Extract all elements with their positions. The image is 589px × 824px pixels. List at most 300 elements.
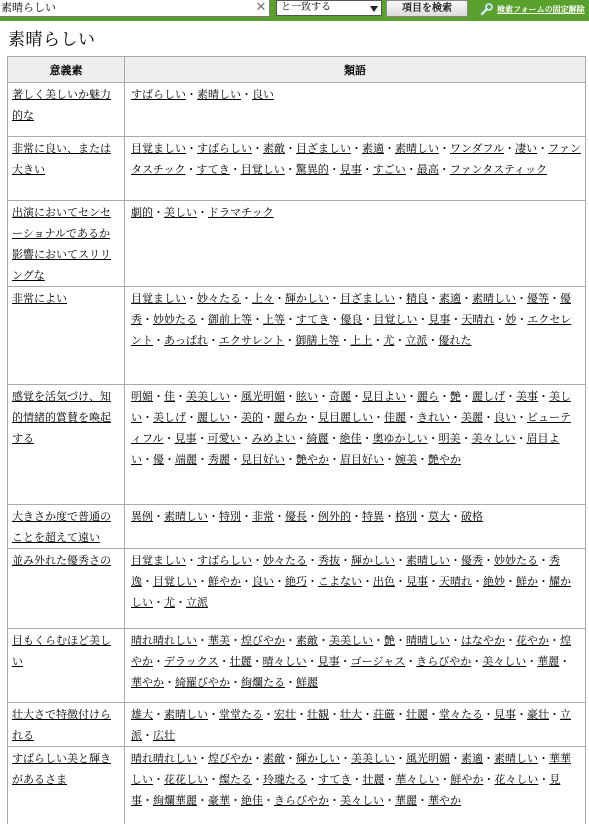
synonym-link[interactable]: すてき xyxy=(296,313,330,326)
synonym-link[interactable]: 天晴れ xyxy=(439,575,472,588)
separator: ・ xyxy=(284,163,296,176)
synonym-link[interactable]: 立派 xyxy=(186,596,208,609)
synonym-link[interactable]: 婉美 xyxy=(395,453,417,466)
synonym-link[interactable]: 華麗 xyxy=(395,794,417,807)
separator: ・ xyxy=(208,510,219,523)
synonym-link[interactable]: 花やか xyxy=(516,634,549,647)
separator: ・ xyxy=(351,390,362,403)
separator: ・ xyxy=(428,708,439,721)
synonym-link[interactable]: すばらしい xyxy=(197,142,252,155)
synonym-link[interactable]: 優秀 xyxy=(461,554,483,567)
synonym-link[interactable]: 奥ゆかしい xyxy=(372,432,428,445)
synonym-link[interactable]: 素晴しい xyxy=(472,292,516,305)
separator: ・ xyxy=(229,163,241,176)
synonym-link[interactable]: 美しげ xyxy=(153,411,186,424)
separator: ・ xyxy=(175,390,186,403)
synonym-link[interactable]: 堂堂たる xyxy=(219,708,263,721)
synonym-link[interactable]: 見事 xyxy=(339,163,362,176)
synonym-link[interactable]: 鮮やか xyxy=(450,773,484,786)
synonym-link[interactable]: 見事 xyxy=(131,773,561,807)
separator: ・ xyxy=(417,453,428,466)
synonym-link[interactable]: 妙妙たる xyxy=(153,313,197,326)
synonym-link[interactable]: 立派 xyxy=(131,708,571,742)
synonym-link[interactable]: 麗ら xyxy=(417,390,439,403)
synonym-link[interactable]: 壮大 xyxy=(340,708,362,721)
separator: ・ xyxy=(405,655,417,668)
synonym-link[interactable]: 美美しい xyxy=(329,634,373,647)
synonym-link[interactable]: きらびやか xyxy=(274,794,329,807)
synonym-link[interactable]: 雄大 xyxy=(131,708,153,721)
synonym-link[interactable]: 美しい xyxy=(131,390,571,424)
synonym-link[interactable]: すてき xyxy=(318,773,352,786)
synonym-link[interactable]: ファンタスティック xyxy=(449,163,548,176)
synonym-link[interactable]: 壮観 xyxy=(307,708,329,721)
meaning-link[interactable]: 大きさか度で普通のことを超えて遠い xyxy=(12,510,111,544)
synonym-link[interactable]: 目覚しい xyxy=(240,163,285,176)
synonym-link[interactable]: 素晴しい xyxy=(406,554,450,567)
table-body xyxy=(8,83,586,824)
synonym-link[interactable]: 耀かしい xyxy=(131,575,571,609)
synonym-link[interactable]: すごい xyxy=(372,163,406,176)
synonym-link[interactable]: 凄い xyxy=(515,142,538,155)
separator: ・ xyxy=(163,432,175,445)
separator: ・ xyxy=(483,708,494,721)
synonym-link[interactable]: 例外的 xyxy=(318,510,351,523)
separator: ・ xyxy=(339,655,351,668)
separator: ・ xyxy=(515,432,527,445)
synonym-link[interactable]: 美的 xyxy=(241,411,263,424)
synonym-link[interactable]: 妙妙たる xyxy=(494,554,538,567)
separator: ・ xyxy=(505,634,516,647)
synonym-link[interactable]: 異例 xyxy=(131,510,153,523)
synonym-link[interactable]: 豪華 xyxy=(208,794,230,807)
synonym-link[interactable]: 美美しい xyxy=(186,390,230,403)
separator: ・ xyxy=(516,708,527,721)
synonym-link[interactable]: 良い xyxy=(252,575,274,588)
separator: ・ xyxy=(252,752,263,765)
synonym-link[interactable]: 目覚しい xyxy=(153,575,197,588)
separator: ・ xyxy=(538,390,549,403)
synonym-link[interactable]: みめよい xyxy=(251,432,296,445)
synonym-link[interactable]: 花々しい xyxy=(494,773,539,786)
synonyms-cell xyxy=(125,747,586,824)
synonym-link[interactable]: 目覚ましい xyxy=(131,292,186,305)
synonym-link[interactable]: 麗しげ xyxy=(472,390,505,403)
synonym-link[interactable]: 美麗 xyxy=(461,411,483,424)
synonym-link[interactable]: 艶 xyxy=(384,634,395,647)
separator: ・ xyxy=(307,411,318,424)
synonym-link[interactable]: 輝かしい xyxy=(351,554,395,567)
synonym-link[interactable]: 目ざましい xyxy=(296,142,351,155)
synonym-link[interactable]: 奇麗 xyxy=(329,390,351,403)
separator: ・ xyxy=(373,634,384,647)
synonym-link[interactable]: 絶佳 xyxy=(241,794,263,807)
synonym-link[interactable]: 華麗 xyxy=(537,655,560,668)
separator: ・ xyxy=(274,510,285,523)
meaning-cell xyxy=(8,549,125,629)
synonyms-cell xyxy=(125,137,586,201)
separator: ・ xyxy=(427,334,439,347)
synonym-link[interactable]: 非常 xyxy=(252,510,274,523)
synonym-link[interactable]: 見事 xyxy=(406,575,428,588)
synonym-link[interactable]: 良い xyxy=(494,411,516,424)
separator: ・ xyxy=(504,142,516,155)
meaning-cell xyxy=(8,201,125,287)
unpin-form-link[interactable]: 検索フォームの固定解除 xyxy=(497,4,585,14)
synonym-link[interactable]: 美々しい xyxy=(482,655,527,668)
meaning-link[interactable]: 目もくらむほど美しい xyxy=(12,634,111,668)
synonym-link[interactable]: 見目好い xyxy=(241,453,285,466)
synonym-link[interactable]: 華やか xyxy=(131,676,164,689)
synonym-link[interactable]: 御膳上等 xyxy=(295,334,340,347)
synonym-link[interactable]: 特別 xyxy=(219,510,241,523)
synonym-link[interactable]: 壮麗 xyxy=(406,708,428,721)
synonym-link[interactable]: 明媚 xyxy=(131,390,153,403)
synonym-link[interactable]: はなやか xyxy=(461,634,505,647)
separator: ・ xyxy=(263,411,274,424)
synonym-link[interactable]: 目ざましい xyxy=(340,292,395,305)
synonym-link[interactable]: 鮮麗 xyxy=(296,676,318,689)
clear-icon[interactable]: ✕ xyxy=(255,0,267,15)
synonym-link[interactable]: 絶巧 xyxy=(285,575,307,588)
separator: ・ xyxy=(241,88,252,101)
synonym-link[interactable]: 晴々しい xyxy=(262,655,307,668)
synonym-link[interactable]: 絶妙 xyxy=(483,575,505,588)
synonym-link[interactable]: 豪壮 xyxy=(527,708,549,721)
synonym-link[interactable]: 素適 xyxy=(362,142,384,155)
synonym-link[interactable]: 尤 xyxy=(383,334,395,347)
separator: ・ xyxy=(384,794,395,807)
separator: ・ xyxy=(384,453,395,466)
separator: ・ xyxy=(274,292,285,305)
synonym-link[interactable]: 天晴れ xyxy=(461,313,495,326)
synonym-link[interactable]: 目覚ましい xyxy=(131,554,186,567)
synonym-link[interactable]: 優れた xyxy=(438,334,472,347)
synonym-link[interactable]: ワンダフル xyxy=(450,142,505,155)
synonym-link[interactable]: 眉目よい xyxy=(131,432,560,466)
synonym-link[interactable]: 見事 xyxy=(494,708,516,721)
synonym-link[interactable]: こよない xyxy=(318,575,362,588)
synonym-link[interactable]: 破格 xyxy=(461,510,483,523)
meaning-cell xyxy=(8,505,125,549)
separator: ・ xyxy=(340,752,351,765)
synonym-link[interactable]: 堂々たる xyxy=(439,708,483,721)
synonym-link[interactable]: 見目よい xyxy=(362,390,406,403)
synonyms-cell xyxy=(125,201,586,287)
meaning-link[interactable]: 壮大さで特徴付けられる xyxy=(12,708,111,742)
synonym-link[interactable]: 素晴しい xyxy=(164,510,208,523)
synonym-link[interactable]: 広壮 xyxy=(153,729,175,742)
separator: ・ xyxy=(538,752,549,765)
separator: ・ xyxy=(196,432,208,445)
separator: ・ xyxy=(186,554,197,567)
separator: ・ xyxy=(384,510,395,523)
separator: ・ xyxy=(263,708,274,721)
synonym-link[interactable]: 素晴しい xyxy=(197,88,241,101)
settings-area xyxy=(480,0,585,18)
synonym-link[interactable]: 素敵 xyxy=(296,634,318,647)
separator: ・ xyxy=(230,390,241,403)
synonym-link[interactable]: ゴージャス xyxy=(350,655,406,668)
synonym-link[interactable]: 見目麗しい xyxy=(318,411,373,424)
synonym-link[interactable]: 良い xyxy=(252,88,274,101)
separator: ・ xyxy=(329,292,340,305)
separator: ・ xyxy=(428,575,439,588)
synonym-link[interactable]: 晴晴しい xyxy=(406,634,450,647)
synonym-link[interactable]: すばらしい xyxy=(131,88,186,101)
synonym-link[interactable]: 華美 xyxy=(208,634,230,647)
separator: ・ xyxy=(328,432,340,445)
separator: ・ xyxy=(153,655,164,668)
synonym-link[interactable]: 晴れ晴れしい xyxy=(131,634,197,647)
separator: ・ xyxy=(285,453,296,466)
synonym-link[interactable]: すてき xyxy=(196,163,230,176)
separator: ・ xyxy=(230,453,241,466)
synonym-link[interactable]: 見事 xyxy=(428,313,451,326)
synonym-link[interactable]: 風光明媚 xyxy=(241,390,285,403)
synonym-link[interactable]: 煌やか xyxy=(131,634,571,668)
synonym-link[interactable]: 精良 xyxy=(406,292,428,305)
synonym-link[interactable]: 尤 xyxy=(164,596,175,609)
synonym-link[interactable]: 輝かしい xyxy=(296,752,340,765)
synonym-link[interactable]: 美々しい xyxy=(340,794,384,807)
synonyms-cell xyxy=(125,549,586,629)
separator: ・ xyxy=(395,292,406,305)
separator: ・ xyxy=(329,794,340,807)
synonym-link[interactable]: すばらしい xyxy=(197,554,252,567)
synonym-link[interactable]: 絶佳 xyxy=(339,432,362,445)
synonym-link[interactable]: 美美しい xyxy=(351,752,395,765)
synonym-link[interactable]: 見事 xyxy=(174,432,197,445)
separator: ・ xyxy=(307,773,318,786)
synonym-link[interactable]: 宏壮 xyxy=(274,708,296,721)
synonym-link[interactable]: 特異 xyxy=(362,510,384,523)
synonyms-cell xyxy=(125,287,586,385)
synonym-link[interactable]: 上々 xyxy=(252,292,274,305)
synonym-link[interactable]: 出色 xyxy=(373,575,395,588)
separator: ・ xyxy=(307,575,318,588)
synonym-link[interactable]: 最高 xyxy=(416,163,439,176)
search-button[interactable]: 項目を検索 xyxy=(386,0,468,17)
separator: ・ xyxy=(318,390,329,403)
separator: ・ xyxy=(153,510,164,523)
synonym-link[interactable]: 可愛い xyxy=(207,432,241,445)
synonym-link[interactable]: 上等 xyxy=(263,313,285,326)
page-title: 素晴らしい xyxy=(8,30,96,50)
meaning-link[interactable]: 並み外れた優秀さの xyxy=(12,554,111,567)
synonym-link[interactable]: 妙 xyxy=(505,313,517,326)
meaning-cell xyxy=(8,703,125,747)
separator: ・ xyxy=(252,554,263,567)
synonym-link[interactable]: 玲瓏たる xyxy=(263,773,307,786)
separator: ・ xyxy=(197,453,208,466)
separator: ・ xyxy=(274,575,285,588)
meaning-link[interactable]: 非常に良い、または大きい xyxy=(12,142,111,176)
synonyms-cell xyxy=(125,83,586,137)
synonym-link[interactable]: 秀麗 xyxy=(208,453,230,466)
separator: ・ xyxy=(516,292,527,305)
synonym-link[interactable]: 麗しい xyxy=(197,411,230,424)
separator: ・ xyxy=(384,142,395,155)
synonym-link[interactable]: ファンタスチック xyxy=(131,142,581,176)
synonym-link[interactable]: 華華しい xyxy=(131,752,571,786)
synonym-link[interactable]: 優秀 xyxy=(131,292,571,326)
synonym-link[interactable]: エクサレント xyxy=(218,334,285,347)
synonym-link[interactable]: 驚異的 xyxy=(295,163,329,176)
synonym-link[interactable]: 美しい xyxy=(164,206,197,219)
synonym-link[interactable]: きらびやか xyxy=(416,655,472,668)
synonym-link[interactable]: 華々しい xyxy=(395,773,440,786)
separator: ・ xyxy=(559,655,571,668)
synonym-link[interactable]: 麗らか xyxy=(274,411,307,424)
table-row xyxy=(8,83,586,137)
synonym-link[interactable]: あっぱれ xyxy=(164,334,208,347)
separator: ・ xyxy=(142,411,153,424)
synonym-link[interactable]: 優等 xyxy=(527,292,549,305)
separator: ・ xyxy=(351,773,363,786)
separator: ・ xyxy=(285,752,296,765)
meaning-link[interactable]: 感覚を活気づけ、知的情緒的賞賛を喚起する xyxy=(12,390,111,445)
synonym-link[interactable]: 目覚ましい xyxy=(131,142,186,155)
separator: ・ xyxy=(395,752,406,765)
synonym-link[interactable]: 優長 xyxy=(285,510,307,523)
synonym-link[interactable]: 絢爛華麗 xyxy=(153,794,197,807)
synonym-link[interactable]: 艶やか xyxy=(428,453,461,466)
synonym-link[interactable]: 素晴しい xyxy=(164,708,208,721)
separator: ・ xyxy=(406,411,417,424)
synonym-link[interactable]: 素適 xyxy=(461,752,483,765)
synonym-link[interactable]: 艶やか xyxy=(296,453,329,466)
synonym-link[interactable]: 煌びやか xyxy=(208,752,252,765)
separator: ・ xyxy=(175,596,186,609)
synonym-link[interactable]: 佳麗 xyxy=(384,411,406,424)
synonym-link[interactable]: 秀抜 xyxy=(318,554,340,567)
synonym-link[interactable]: 艶 xyxy=(450,390,461,403)
match-mode-select[interactable] xyxy=(276,0,382,16)
synonym-link[interactable]: 煌びやか xyxy=(241,634,285,647)
synonym-link[interactable]: 上上 xyxy=(350,334,373,347)
separator: ・ xyxy=(395,708,406,721)
synonym-link[interactable]: 燦たる xyxy=(219,773,252,786)
meaning-link[interactable]: 非常によい xyxy=(12,292,67,305)
synonym-link[interactable]: 格別 xyxy=(395,510,417,523)
synonym-link[interactable]: 御前上等 xyxy=(208,313,252,326)
separator: ・ xyxy=(362,575,373,588)
search-input[interactable]: 素晴らしい xyxy=(0,0,270,17)
synonym-link[interactable]: 見事 xyxy=(317,655,340,668)
header-synonyms: 類語 xyxy=(125,57,586,83)
separator: ・ xyxy=(450,510,461,523)
separator: ・ xyxy=(537,142,549,155)
separator: ・ xyxy=(218,655,230,668)
separator: ・ xyxy=(461,390,472,403)
synonym-link[interactable]: 素敵 xyxy=(263,142,285,155)
separator: ・ xyxy=(439,773,451,786)
synonym-link[interactable]: 素敵 xyxy=(263,752,285,765)
separator: ・ xyxy=(306,655,318,668)
synonym-link[interactable]: 風光明媚 xyxy=(406,752,450,765)
separator: ・ xyxy=(439,142,450,155)
synonym-link[interactable]: 美々しい xyxy=(471,432,516,445)
synonym-link[interactable]: 壮麗 xyxy=(229,655,252,668)
separator: ・ xyxy=(307,510,318,523)
separator: ・ xyxy=(207,334,219,347)
synonym-link[interactable]: 立派 xyxy=(405,334,428,347)
separator: ・ xyxy=(252,773,263,786)
separator: ・ xyxy=(340,554,351,567)
synonym-link[interactable]: 素晴しい xyxy=(395,142,439,155)
separator: ・ xyxy=(153,708,164,721)
synonym-link[interactable]: 素適 xyxy=(439,292,461,305)
table-row xyxy=(8,385,586,505)
synonym-link[interactable]: 目覚しい xyxy=(373,313,418,326)
separator: ・ xyxy=(362,708,373,721)
separator: ・ xyxy=(153,206,164,219)
synonym-link[interactable]: 佳 xyxy=(164,390,175,403)
synonym-link[interactable]: 妙々たる xyxy=(197,292,241,305)
synonym-link[interactable]: 端麗 xyxy=(175,453,197,466)
synonym-link[interactable]: 優 xyxy=(153,453,164,466)
separator: ・ xyxy=(230,676,241,689)
separator: ・ xyxy=(230,634,241,647)
separator: ・ xyxy=(483,752,494,765)
synonym-link[interactable]: 素晴しい xyxy=(494,752,538,765)
synonym-link[interactable]: 鮮やか xyxy=(208,575,241,588)
synonym-link[interactable]: 壮麗 xyxy=(362,773,385,786)
separator: ・ xyxy=(417,794,428,807)
separator: ・ xyxy=(164,453,175,466)
separator: ・ xyxy=(186,411,197,424)
separator: ・ xyxy=(197,794,208,807)
synonym-link[interactable]: 花花しい xyxy=(164,773,208,786)
synonym-link[interactable]: エクセレント xyxy=(131,313,572,347)
synonym-link[interactable]: 絢爛たる xyxy=(241,676,285,689)
meaning-link[interactable]: 出演においてセンセーショナルであるか影響においてスリリングな xyxy=(12,206,111,282)
separator: ・ xyxy=(285,390,296,403)
separator: ・ xyxy=(361,432,373,445)
separator: ・ xyxy=(384,773,396,786)
synonym-link[interactable]: 劇的 xyxy=(131,206,153,219)
synonym-link[interactable]: 荘厳 xyxy=(373,708,395,721)
synonym-link[interactable]: 莫大 xyxy=(428,510,450,523)
synonym-link[interactable]: 鮮か xyxy=(516,575,538,588)
synonym-link[interactable]: デラックス xyxy=(164,655,219,668)
synonym-link[interactable]: 優良 xyxy=(340,313,363,326)
meaning-cell xyxy=(8,747,125,824)
synonym-link[interactable]: きれい xyxy=(417,411,450,424)
separator: ・ xyxy=(395,634,406,647)
separator: ・ xyxy=(186,292,197,305)
separator: ・ xyxy=(197,752,208,765)
synonym-link[interactable]: 晴れ晴れしい xyxy=(131,752,197,765)
synonym-link[interactable]: 妙々たる xyxy=(263,554,307,567)
synonym-link[interactable]: 秀逸 xyxy=(131,554,560,588)
synonym-link[interactable]: ドラマチック xyxy=(208,206,274,219)
synonym-link[interactable]: 明美 xyxy=(438,432,461,445)
synonym-link[interactable]: 綺麗 xyxy=(306,432,329,445)
synonym-link[interactable]: ビューティフル xyxy=(131,411,571,445)
synonyms-cell xyxy=(125,703,586,747)
meaning-link[interactable]: 著しく美しいか魅力的な xyxy=(12,88,111,122)
synonym-link[interactable]: 華やか xyxy=(428,794,461,807)
synonym-link[interactable]: 眩い xyxy=(296,390,318,403)
synonym-link[interactable]: 綺羅びやか xyxy=(175,676,230,689)
meaning-link[interactable]: すばらしい美と輝きがあるさま xyxy=(12,752,111,786)
separator: ・ xyxy=(394,334,406,347)
synonym-link[interactable]: 美事 xyxy=(516,390,538,403)
synonym-link[interactable]: 輝かしい xyxy=(285,292,329,305)
synonym-link[interactable]: 眉目好い xyxy=(340,453,384,466)
